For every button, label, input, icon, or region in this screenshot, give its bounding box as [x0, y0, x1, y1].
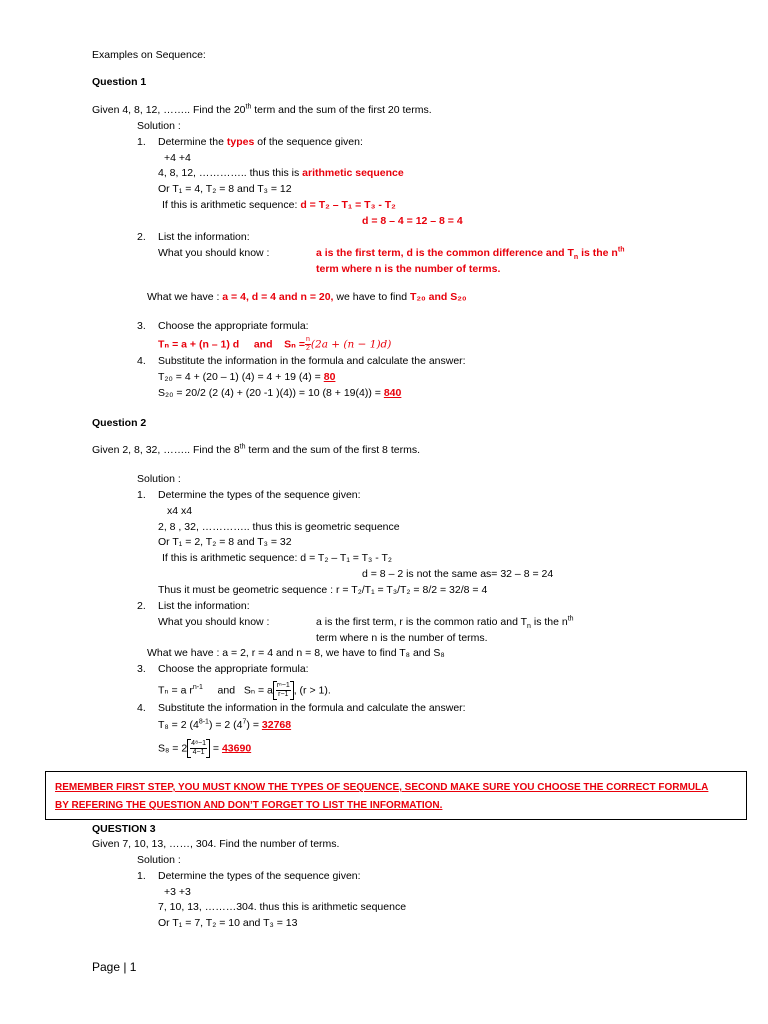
q2-terms: Or T₁ = 2, T₂ = 8 and T₃ = 32 [158, 536, 292, 548]
q2-d-check: d = 8 – 2 is not the same as= 32 – 8 = 24 [362, 568, 554, 580]
q2-step-1: Determine the types of the sequence given: [158, 489, 361, 501]
q1-t20-calc: T₂₀ = 4 + (20 – 1) (4) = 4 + 19 (4) = 80 [158, 371, 336, 383]
q1-know-label: What you should know : [158, 247, 270, 259]
q2-sequence: 2, 8 , 32, ………….. thus this is geometric sequence [158, 521, 400, 533]
q1-step-2-number: 2. [137, 231, 146, 243]
q2-ratios: x4 x4 [167, 505, 193, 517]
q1-step-4: Substitute the information in the formula and calculate the answer: [158, 355, 466, 367]
q2-formulas: Tₙ = a $r^{n-1}$ and Sₙ = a $\frac{\text{rⁿ−1}}{r-1}$ , (r > 1). [158, 682, 331, 698]
q3-differences: +3 +3 [164, 886, 191, 898]
reminder-line-1: REMEMBER FIRST STEP, YOU MUST KNOW THE TYPES OF SEQUENCE, SECOND MAKE SURE YOU CHOOSE THE CORRECT FORMULA [55, 782, 709, 793]
q2-step-2-number: 2. [137, 600, 146, 612]
q1-step-2: List the information: [158, 231, 250, 243]
question-3-title: QUESTION 3 [92, 823, 156, 835]
q2-step-4: Substitute the information in the formula and calculate the answer: [158, 702, 466, 714]
q3-solution-label: Solution : [137, 854, 181, 866]
q1-step-3: Choose the appropriate formula: [158, 320, 309, 332]
q1-common-difference: If this is arithmetic sequence: d = T₂ – T₁ = T₃ - T₂ [162, 199, 396, 211]
q1-step-3-number: 3. [137, 320, 146, 332]
q1-sequence: 4, 8, 12, ………….. thus this is arithmetic sequence [158, 167, 404, 179]
page-number: Page | 1 [92, 960, 137, 974]
q3-terms: Or T₁ = 7, T₂ = 10 and T₃ = 13 [158, 917, 298, 929]
q1-have: What we have : a = 4, d = 4 and n = 20, we have to find T₂₀ and S₂₀ [147, 291, 467, 303]
q1-solution-label: Solution : [137, 120, 181, 132]
q1-know-definition-2: term where n is the number of terms. [316, 263, 501, 275]
q2-s8-calc: S₈ = 2 $\frac{\text{4⁸−1}}{4-1}$ = 43690 [158, 740, 252, 756]
q2-t8-calc: T₈ = 2 $(4^{8-1}) = 2$ $(4^7) = 32768$ [158, 718, 292, 731]
q2-step-1-number: 1. [137, 489, 146, 501]
q2-have: What we have : a = 2, r = 4 and n = 8, we have to find T₈ and S₈ [147, 647, 445, 659]
q2-know-definition-2: term where n is the number of terms. [316, 632, 488, 644]
q2-step-4-number: 4. [137, 702, 146, 714]
q1-step-1-number: 1. [137, 136, 146, 148]
q2-know-definition: a is the first term, r is the common ratio and $T_n$ is the $n^{th}$ [316, 615, 574, 631]
q2-solution-label: Solution : [137, 473, 181, 485]
question-3-given: Given 7, 10, 13, ……, 304. Find the number of terms. [92, 838, 340, 850]
q2-step-2: List the information: [158, 600, 250, 612]
q1-differences: +4 +4 [164, 152, 191, 164]
q2-step-3-number: 3. [137, 663, 146, 675]
q2-step-3: Choose the appropriate formula: [158, 663, 309, 675]
q1-terms: Or T₁ = 4, T₂ = 8 and T₃ = 12 [158, 183, 292, 195]
q3-step-1: Determine the types of the sequence given: [158, 870, 361, 882]
question-2-title: Question 2 [92, 417, 147, 429]
q2-arithmetic-check: If this is arithmetic sequence: d = T₂ – T₁ = T₃ - T₂ [162, 552, 392, 564]
reminder-line-2: BY REFERING THE QUESTION AND DON’T FORGET TO LIST THE INFORMATION. [55, 800, 443, 811]
q1-d-value: d = 8 – 4 = 12 – 8 = 4 [362, 215, 463, 227]
q1-step-1: Determine the types of the sequence given: [158, 136, 363, 148]
q1-formulas: Tₙ = a + (n – 1) d and Sₙ = $\frac{n}{2}$ (2a + (n − 1)d) [158, 336, 392, 352]
reminder-box [45, 771, 747, 820]
question-2-given: Given 2, 8, 32, …….. Find the 8th term and the sum of the first 8 terms. [92, 443, 420, 456]
q2-geometric-ratio: Thus it must be geometric sequence : r = T₂/T₁ = T₃/T₂ = 8/2 = 32/8 = 4 [158, 584, 488, 596]
q1-step-4-number: 4. [137, 355, 146, 367]
q3-sequence: 7, 10, 13, ………304. thus this is arithmetic sequence [158, 901, 407, 913]
q3-step-1-number: 1. [137, 870, 146, 882]
q1-know-definition: a is the first term, d is the common difference and $T_n$ is the $n^{th}$ [316, 246, 625, 262]
question-1-title: Question 1 [92, 76, 147, 88]
q1-s20-calc: S₂₀ = 20/2 (2 (4) + (20 -1 )(4)) = 10 (8 + 19(4)) = 840 [158, 387, 402, 399]
q2-know-label: What you should know : [158, 616, 270, 628]
page-heading: Examples on Sequence: [92, 49, 206, 61]
question-1-given: Given 4, 8, 12, …….. Find the 20th term and the sum of the first 20 terms. [92, 103, 432, 116]
